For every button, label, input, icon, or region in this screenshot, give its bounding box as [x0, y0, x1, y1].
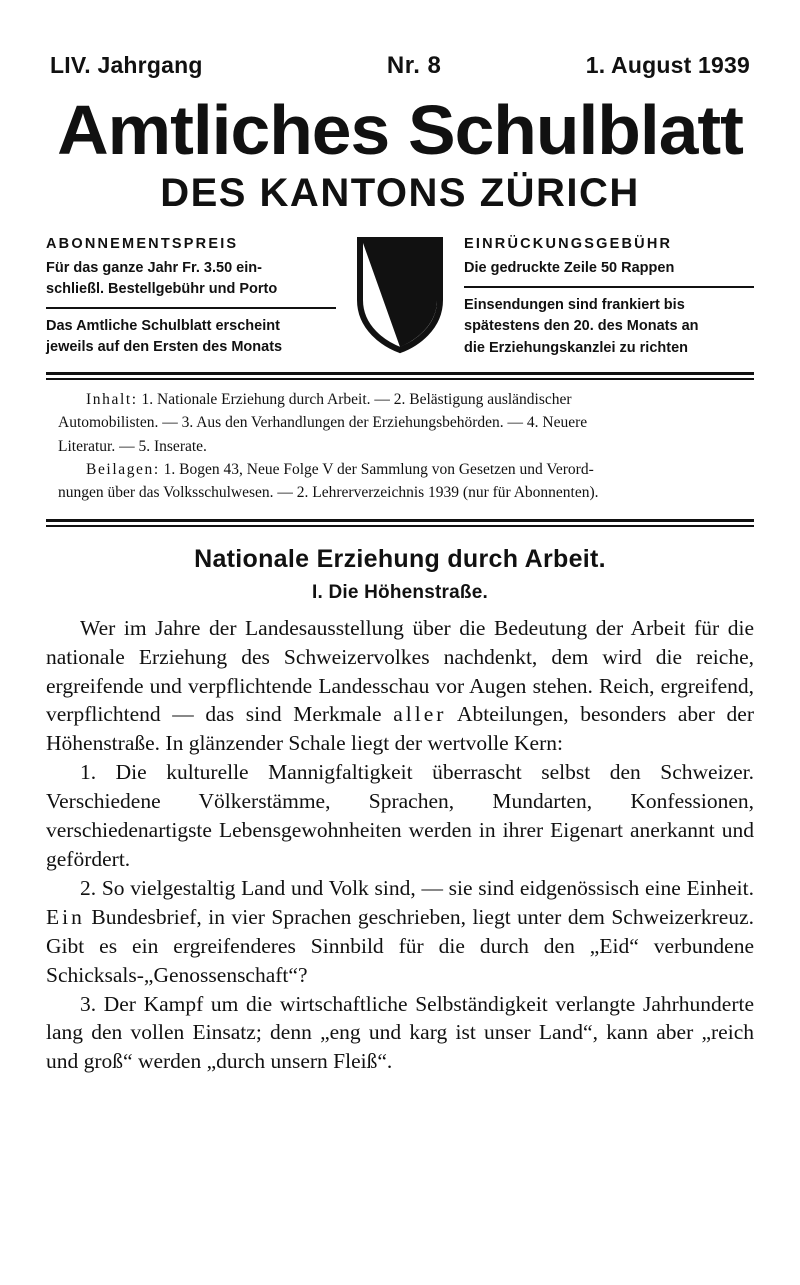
contents-label: Inhalt: [86, 390, 138, 408]
advertising-line-4: die Erziehungskanzlei zu richten [464, 340, 688, 357]
contents-line-1: 1. Nationale Erziehung durch Arbeit. — 2. Belästigung ausländischer [141, 390, 572, 408]
divider-right [464, 286, 754, 288]
paragraph-1-emphasis: aller [393, 702, 447, 727]
paragraph-3-part-a: 2. So vielgestaltig Land und Volk sind, — sie sind eidgenössisch eine Einheit. [80, 875, 754, 900]
supplement-line-2: nungen über das Volksschulwesen. — 2. Lehrerverzeichnis 1939 (nur für Abonnenten). [58, 484, 599, 502]
paragraph-3-emphasis: Ein [46, 904, 85, 929]
supplement-line-1: 1. Bogen 43, Neue Folge V der Sammlung von Gesetzen und Verord- [163, 461, 594, 478]
article-body [46, 614, 754, 1077]
rule-below-contents [46, 519, 754, 527]
crest-container [346, 234, 454, 354]
advertising-line-1: Die gedruckte Zeile 50 Rappen [464, 259, 675, 276]
subscription-line-3: Das Amtliche Schulblatt erscheint [46, 317, 280, 334]
article-subtitle: I. Die Höhenstraße. [312, 581, 488, 603]
rule-above-contents [46, 372, 754, 380]
article-paragraph-1 [46, 614, 754, 759]
subscription-heading: ABONNEMENTSPREIS [46, 235, 239, 252]
contents-block [46, 380, 754, 509]
contents-line-2: Automobilisten. — 3. Aus den Verhandlungen der Erziehungsbehörden. — 4. Neuere [58, 414, 588, 432]
paragraph-3-part-b: Bundesbrief, in vier Sprachen geschrieben, liegt unter dem Schweizerkreuz. Gibt es ein ergreifenderes Sinnbild für die durch den „Eid“ verbundene Schicksals-„Genossenschaft“? [46, 904, 754, 987]
advertising-line-3: spätestens den 20. des Monats an [464, 318, 699, 335]
masthead-meta-line [46, 52, 754, 80]
contents-line-3: Literatur. — 5. Inserate. [58, 437, 207, 455]
issue-date: 1. August 1939 [585, 52, 750, 78]
page-title: Amtliches Schulblatt [57, 91, 743, 169]
subscription-info [46, 234, 336, 360]
article-paragraph-4: 3. Der Kampf um die wirtschaftliche Selbständigkeit verlangte Jahrhunderte lang den vollen Einsatz; denn „eng und karg ist unser Land“, kann aber „reich und groß“ werden „durch unsern Fleiß“. [46, 991, 754, 1074]
subscription-line-2: schließl. Bestellgebühr und Porto [46, 280, 278, 297]
advertising-heading: EINRÜCKUNGSGEBÜHR [464, 235, 673, 252]
divider-left [46, 307, 336, 309]
advertising-info [464, 234, 754, 360]
zurich-coat-of-arms-icon [354, 236, 446, 354]
article-title: Nationale Erziehung durch Arbeit. [194, 544, 606, 573]
advertising-line-2: Einsendungen sind frankiert bis [464, 296, 685, 313]
page-subtitle: DES KANTONS ZÜRICH [160, 170, 640, 215]
issue-number: Nr. 8 [386, 52, 442, 79]
volume-label: LIV. Jahrgang [50, 52, 203, 78]
supplement-label: Beilagen: [86, 461, 160, 478]
paragraph-1-part-a: Wer im Jahre der Landesausstellung über die Bedeutung der Arbeit für die nationale Erziehung des Schweizervolkes nachdenkt, dem wird die reiche, ergreifende und verpflichtende Landesschau vor Augen stehen. Reich, ergreifend, verpflichtend — das sind Merkmale [46, 615, 754, 727]
article [46, 527, 754, 1077]
article-paragraph-3 [46, 874, 754, 990]
subscription-line-4: jeweils auf den Ersten des Monats [46, 339, 283, 356]
paragraph-1-part-b: Abteilungen, besonders aber der Höhenstraße. In glänzender Schale liegt der wertvolle Kern: [46, 702, 754, 756]
masthead-info-band [46, 234, 754, 360]
subscription-line-1: Für das ganze Jahr Fr. 3.50 ein- [46, 259, 262, 276]
article-paragraph-2: 1. Die kulturelle Mannigfaltigkeit überrascht selbst den Schweizer. Verschiedene Völkerstämme, Sprachen, Mundarten, Konfessionen, verschiedenartigste Lebensgewohnheiten werden in ihrer Eigenart anerkannt und gefördert. [46, 760, 754, 871]
